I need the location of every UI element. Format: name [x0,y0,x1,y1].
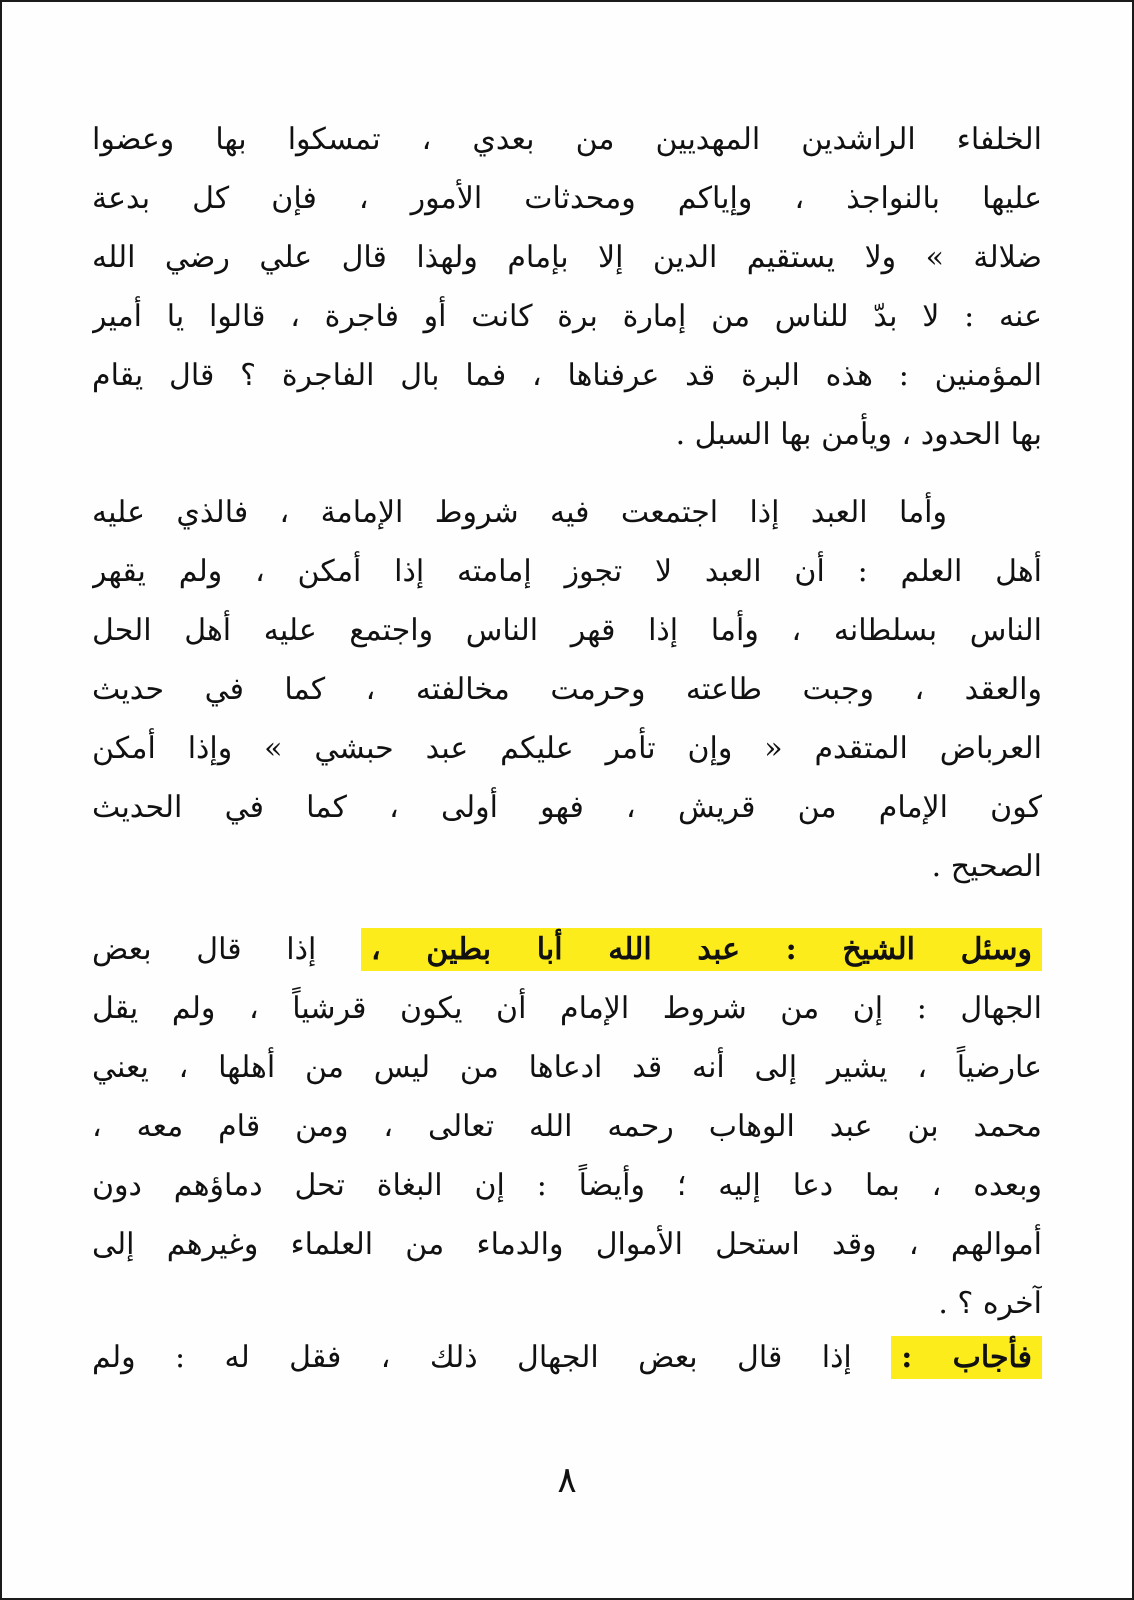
text-line-with-highlight [92,1328,1042,1387]
text-line: ضلالة » ولا يستقيم الدين إلا بإمام ولهذا قال علي رضي الله [92,240,1042,275]
text-line: والعقد ، وجبت طاعته وحرمت مخالفته ، كما في حديث [92,672,1042,707]
paragraph-question-aba-butain [92,920,1042,1333]
text-line: وأما العبد إذا اجتمعت فيه شروط الإمامة ، فالذي عليه [92,495,947,530]
text-line: الجهال : إن من شروط الإمام أن يكون قرشياً ، ولم يقل [92,991,1042,1026]
page-number: ٨ [557,1460,577,1501]
text-line: بها الحدود ، ويأمن بها السبل . [675,417,1042,452]
text-line: أهل العلم : أن العبد لا تجوز إمامته إذا أمكن ، ولم يقهر [92,554,1042,589]
highlighted-heading-answer: فأجاب : [891,1336,1042,1379]
text-line: عنه : لا بدّ للناس من إمارة برة كانت أو فاجرة ، قالوا يا أمير [92,299,1042,334]
text-line: المؤمنين : هذه البرة قد عرفناها ، فما بال الفاجرة ؟ قال يقام [92,358,1042,393]
text-line: أموالهم ، وقد استحل الأموال والدماء من العلماء وغيرهم إلى [92,1227,1042,1262]
text-line: عليها بالنواجذ ، وإياكم ومحدثات الأمور ، فإن كل بدعة [92,181,1042,216]
paragraph-slave-imamate [92,483,1042,896]
line-rest: إذا قال بعض الجهال ذلك ، فقل له : ولم [92,1340,852,1375]
text-line: آخره ؟ . [938,1286,1042,1321]
text-line: الناس بسلطانه ، وأما إذا قهر الناس واجتمع عليه أهل الحل [92,613,1042,648]
text-line: الصحيح . [931,849,1042,884]
text-line: عارضياً ، يشير إلى أنه قد ادعاها من ليس من أهلها ، يعني [92,1050,1042,1085]
line-rest: إذا قال بعض [92,932,317,967]
text-line: محمد بن عبد الوهاب رحمه الله تعالى ، ومن قام معه ، [92,1109,1042,1144]
text-line: الخلفاء الراشدين المهديين من بعدي ، تمسكوا بها وعضوا [92,122,1042,157]
highlighted-heading-question: وسئل الشيخ : عبد الله أبا بطين ، [361,928,1042,971]
text-line: العرباض المتقدم « وإن تأمر عليكم عبد حبشي » وإذا أمكن [92,731,1042,766]
text-line-with-highlight [92,920,1042,979]
text-line: كون الإمام من قريش ، فهو أولى ، كما في الحديث [92,790,1042,825]
paragraph-hadith-imam [92,110,1042,464]
paragraph-answer [92,1328,1042,1387]
text-line: وبعده ، بما دعا إليه ؛ وأيضاً : إن البغاة تحل دماؤهم دون [92,1168,1042,1203]
